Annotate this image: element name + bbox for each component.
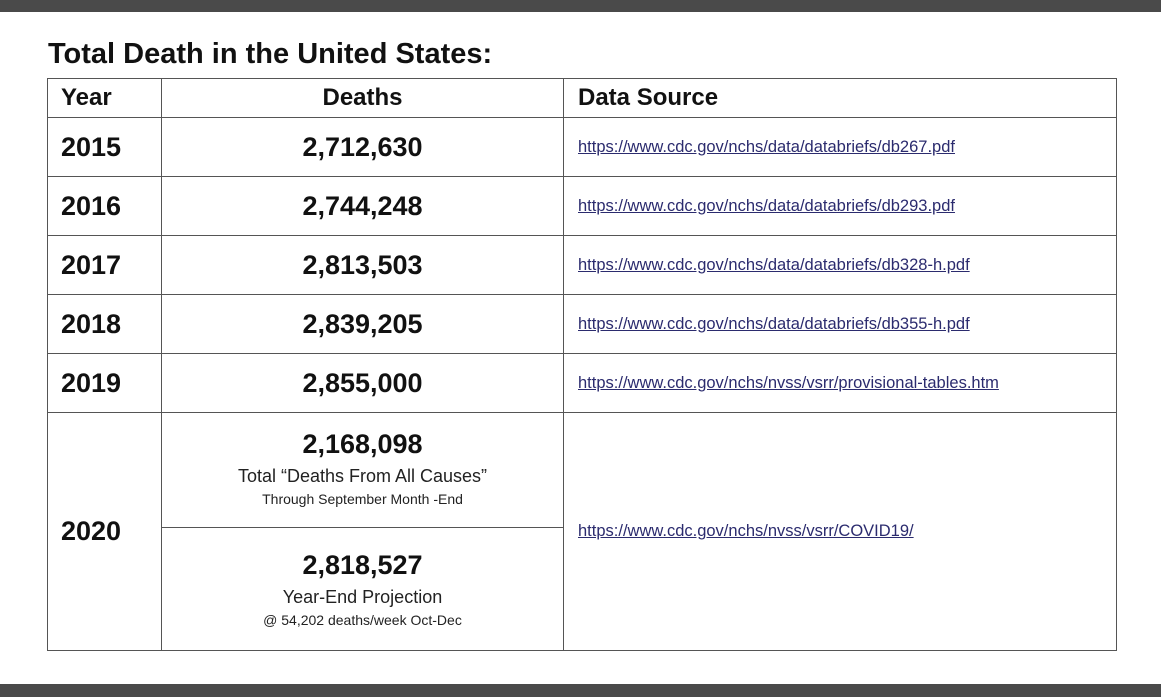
year-cell: 2015 [48,118,162,177]
deaths-cell: 2,813,503 [162,236,564,295]
total-deaths-value: 2,168,098 [302,429,423,459]
year-cell: 2018 [48,295,162,354]
header-row [48,79,1117,118]
deaths-table [47,78,1117,651]
source-link[interactable]: https://www.cdc.gov/nchs/data/databriefs/db267.pdf [578,137,955,156]
year-column-header: Year [48,79,162,118]
projection-label: Year-End Projection [282,587,443,607]
source-cell [564,354,1117,413]
deaths-cell: 2,744,248 [162,177,564,236]
deaths-cell-2020-projection [162,528,564,651]
projection-note: @ 54,202 deaths/week Oct-Dec [263,612,462,628]
deaths-cell: 2,855,000 [162,354,564,413]
deaths-column-header: Deaths [162,79,564,118]
source-column-header: Data Source [564,79,1117,118]
deaths-cell: 2,712,630 [162,118,564,177]
source-link[interactable]: https://www.cdc.gov/nchs/data/databriefs/db355-h.pdf [578,314,970,333]
table-row [48,354,1117,413]
total-deaths-note: Through September Month -End [262,491,463,507]
source-link-2020[interactable]: https://www.cdc.gov/nchs/nvss/vsrr/COVID19/ [578,522,914,540]
source-cell-2020 [564,413,1117,651]
source-cell [564,177,1117,236]
bottom-frame-bar [0,684,1161,697]
deaths-cell-2020-total [162,413,564,528]
year-cell: 2016 [48,177,162,236]
source-link[interactable]: https://www.cdc.gov/nchs/data/databriefs/db328-h.pdf [578,255,970,274]
table-row [48,236,1117,295]
source-cell [564,295,1117,354]
total-deaths-label: Total “Deaths From All Causes” [237,466,488,486]
year-cell-2020: 2020 [48,413,162,651]
table-row-2020-total [48,413,1117,528]
projection-value: 2,818,527 [302,550,423,580]
page-title: Total Death in the United States: [48,38,493,70]
source-link[interactable]: https://www.cdc.gov/nchs/data/databriefs/db293.pdf [578,196,955,215]
source-link[interactable]: https://www.cdc.gov/nchs/nvss/vsrr/provisional-tables.htm [578,373,999,392]
source-cell [564,118,1117,177]
source-cell [564,236,1117,295]
deaths-cell: 2,839,205 [162,295,564,354]
table-row [48,295,1117,354]
table-row [48,118,1117,177]
year-cell: 2019 [48,354,162,413]
top-frame-bar [0,0,1161,12]
table-row [48,177,1117,236]
year-cell: 2017 [48,236,162,295]
